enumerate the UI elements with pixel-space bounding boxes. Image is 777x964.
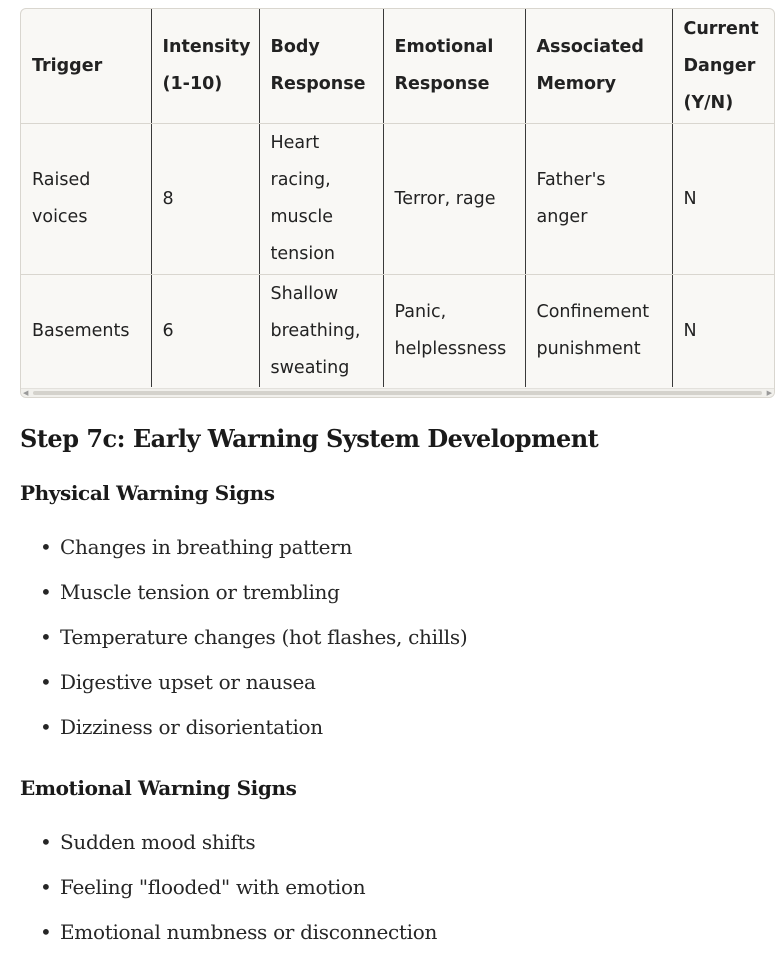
list-item bbox=[40, 874, 437, 919]
header-emotional-response: Emotional Response bbox=[383, 9, 525, 124]
list-item bbox=[40, 669, 467, 714]
header-intensity: Intensity (1-10) bbox=[151, 9, 259, 124]
bullet-icon: • bbox=[40, 875, 52, 899]
list-item-text: Changes in breathing pattern bbox=[60, 535, 353, 559]
header-associated-memory: Associated Memory bbox=[525, 9, 672, 124]
header-trigger: Trigger bbox=[21, 9, 151, 124]
cell-intensity: 8 bbox=[151, 124, 259, 275]
list-item-text: Feeling "flooded" with emotion bbox=[60, 875, 366, 899]
list-item-text: Digestive upset or nausea bbox=[60, 670, 316, 694]
cell-emotional-response: Panic, helplessness bbox=[383, 275, 525, 388]
step-heading: Step 7c: Early Warning System Development bbox=[20, 424, 599, 453]
cell-emotional-response: Terror, rage bbox=[383, 124, 525, 275]
list-item-text: Dizziness or disorientation bbox=[60, 715, 323, 739]
list-item bbox=[40, 829, 437, 874]
list-item bbox=[40, 624, 467, 669]
cell-current-danger: N bbox=[683, 320, 697, 341]
header-body-response: Body Response bbox=[259, 9, 383, 124]
horizontal-scrollbar[interactable] bbox=[21, 388, 774, 397]
header-current-danger: Current Danger (Y/N) bbox=[672, 9, 774, 124]
list-item-text: Sudden mood shifts bbox=[60, 830, 256, 854]
list-item bbox=[40, 714, 467, 759]
cell-associated-memory: Father's anger bbox=[525, 124, 672, 275]
scroll-right-arrow-icon[interactable]: ▶ bbox=[766, 389, 772, 397]
list-item-text: Muscle tension or trembling bbox=[60, 580, 340, 604]
cell-trigger: Basements bbox=[21, 275, 151, 388]
scrollbar-thumb[interactable] bbox=[33, 391, 762, 395]
cell-trigger: Raised voices bbox=[21, 124, 151, 275]
trigger-table-container bbox=[20, 8, 775, 398]
cell-body-response: Shallow breathing, sweating bbox=[259, 275, 383, 388]
list-item bbox=[40, 919, 437, 964]
cell-associated-memory: Confinement punishment bbox=[525, 275, 672, 388]
physical-warning-list bbox=[40, 534, 467, 759]
bullet-icon: • bbox=[40, 535, 52, 559]
bullet-icon: • bbox=[40, 920, 52, 944]
list-item bbox=[40, 534, 467, 579]
bullet-icon: • bbox=[40, 830, 52, 854]
bullet-icon: • bbox=[40, 625, 52, 649]
table-row bbox=[21, 124, 774, 275]
scroll-left-arrow-icon[interactable]: ◀ bbox=[23, 389, 29, 397]
emotional-warning-heading: Emotional Warning Signs bbox=[20, 776, 297, 800]
trigger-table bbox=[21, 9, 774, 387]
cell-intensity: 6 bbox=[151, 275, 259, 388]
table-row bbox=[21, 275, 774, 388]
list-item-text: Emotional numbness or disconnection bbox=[60, 920, 438, 944]
list-item bbox=[40, 579, 467, 624]
bullet-icon: • bbox=[40, 670, 52, 694]
bullet-icon: • bbox=[40, 580, 52, 604]
table-header-row bbox=[21, 9, 774, 124]
physical-warning-heading: Physical Warning Signs bbox=[20, 481, 275, 505]
bullet-icon: • bbox=[40, 715, 52, 739]
cell-body-response: Heart racing, muscle tension bbox=[259, 124, 383, 275]
cell-current-danger: N bbox=[672, 124, 774, 275]
list-item-text: Temperature changes (hot flashes, chills) bbox=[60, 625, 468, 649]
